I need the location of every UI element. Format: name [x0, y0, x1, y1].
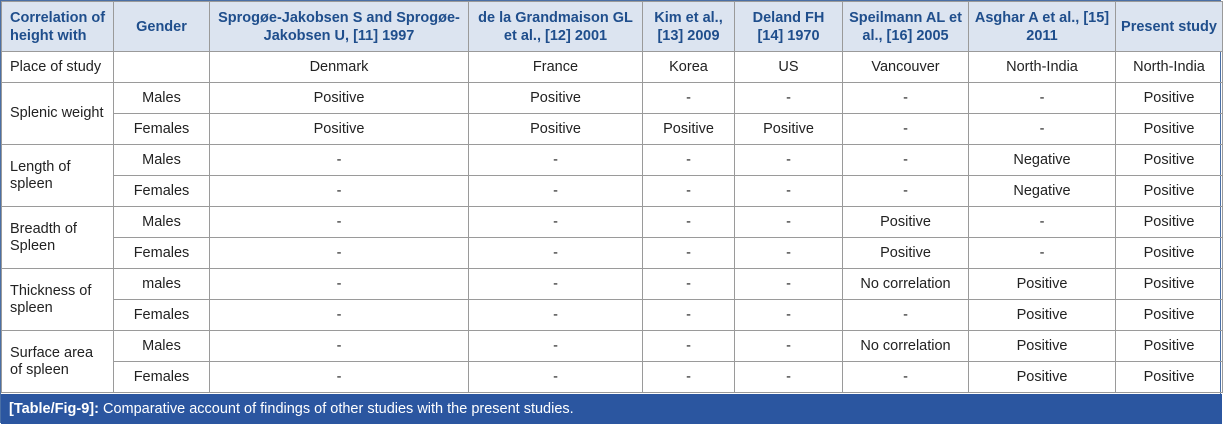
- table-row: [2, 207, 1223, 238]
- table-cell: -: [643, 83, 735, 114]
- header-row: [2, 2, 1223, 52]
- header-deland: Deland FH [14] 1970: [735, 2, 843, 52]
- table-cell: -: [210, 331, 469, 362]
- table-row: [2, 176, 1223, 207]
- table-caption: [1, 394, 1222, 424]
- row-label: Breadth of Spleen: [2, 207, 114, 269]
- table-cell: -: [735, 207, 843, 238]
- table-cell: -: [843, 300, 969, 331]
- table-cell: -: [643, 300, 735, 331]
- gender-cell: Females: [114, 114, 210, 145]
- table-cell: -: [843, 114, 969, 145]
- header-asghar: Asghar A et al., [15] 2011: [969, 2, 1116, 52]
- header-grandmaison: de la Grandmaison GL et al., [12] 2001: [469, 2, 643, 52]
- table-cell: -: [843, 145, 969, 176]
- header-speilmann: Speilmann AL et al., [16] 2005: [843, 2, 969, 52]
- table-cell: Positive: [969, 331, 1116, 362]
- table-cell: -: [735, 331, 843, 362]
- table-cell: Positive: [969, 300, 1116, 331]
- table-cell: Negative: [969, 176, 1116, 207]
- table-cell: Positive: [210, 114, 469, 145]
- table-cell: Positive: [1116, 114, 1223, 145]
- table-cell: -: [735, 176, 843, 207]
- table-row: [2, 145, 1223, 176]
- gender-cell: males: [114, 269, 210, 300]
- table-row: [2, 114, 1223, 145]
- header-gender: Gender: [114, 2, 210, 52]
- table-cell: -: [969, 238, 1116, 269]
- table-cell: -: [469, 176, 643, 207]
- table-cell: Vancouver: [843, 52, 969, 83]
- table-cell: -: [643, 269, 735, 300]
- table-cell: Positive: [1116, 331, 1223, 362]
- table-cell: -: [643, 145, 735, 176]
- table-row: [2, 331, 1223, 362]
- table-row-place-of-study: [2, 52, 1223, 83]
- table-cell: -: [643, 176, 735, 207]
- table-cell: -: [843, 83, 969, 114]
- table-cell: Denmark: [210, 52, 469, 83]
- table-cell: -: [210, 300, 469, 331]
- table-cell: -: [735, 83, 843, 114]
- table-cell: -: [843, 362, 969, 393]
- table-cell: Positive: [1116, 269, 1223, 300]
- table-cell: -: [469, 269, 643, 300]
- gender-cell: Males: [114, 83, 210, 114]
- header-sprogoe-jakobsen: Sprogøe-Jakobsen S and Sprogøe-Jakobsen U, [11] 1997: [210, 2, 469, 52]
- table-cell: -: [969, 114, 1116, 145]
- table-cell: Korea: [643, 52, 735, 83]
- table-cell: Positive: [1116, 362, 1223, 393]
- gender-cell: Females: [114, 362, 210, 393]
- table-row: [2, 238, 1223, 269]
- table-cell: Positive: [969, 362, 1116, 393]
- table-cell: -: [969, 83, 1116, 114]
- table-cell: -: [643, 362, 735, 393]
- table-cell: Positive: [843, 238, 969, 269]
- table-cell: -: [210, 238, 469, 269]
- table-cell: Positive: [969, 269, 1116, 300]
- table-cell: -: [469, 300, 643, 331]
- header-correlation: Correlation of height with: [2, 2, 114, 52]
- row-label: Length of spleen: [2, 145, 114, 207]
- header-kim: Kim et al., [13] 2009: [643, 2, 735, 52]
- gender-cell: Females: [114, 176, 210, 207]
- table-cell: -: [469, 238, 643, 269]
- row-label: Splenic weight: [2, 83, 114, 145]
- table-cell: Positive: [735, 114, 843, 145]
- gender-cell: Males: [114, 207, 210, 238]
- table-cell: Positive: [643, 114, 735, 145]
- table-cell: -: [735, 362, 843, 393]
- table-cell: -: [210, 269, 469, 300]
- table-cell: -: [210, 207, 469, 238]
- row-label: Place of study: [2, 52, 114, 83]
- table-cell: -: [210, 362, 469, 393]
- table-cell: -: [469, 207, 643, 238]
- table-cell: -: [643, 238, 735, 269]
- table-cell: -: [210, 145, 469, 176]
- table-cell: -: [735, 300, 843, 331]
- table-cell: -: [643, 331, 735, 362]
- table-cell: US: [735, 52, 843, 83]
- table-cell: Positive: [843, 207, 969, 238]
- table-cell: North-India: [1116, 52, 1223, 83]
- table-cell: -: [735, 238, 843, 269]
- table-cell: No correlation: [843, 269, 969, 300]
- table-cell: -: [469, 362, 643, 393]
- table-row: [2, 269, 1223, 300]
- table-row: [2, 300, 1223, 331]
- table-cell: -: [469, 145, 643, 176]
- table-cell: Positive: [1116, 238, 1223, 269]
- table-row: [2, 362, 1223, 393]
- row-label: Surface area of spleen: [2, 331, 114, 393]
- gender-cell: Females: [114, 300, 210, 331]
- table-cell: Positive: [1116, 83, 1223, 114]
- table-cell: -: [210, 176, 469, 207]
- caption-tag: [Table/Fig-9]:: [9, 401, 99, 417]
- gender-cell: Males: [114, 331, 210, 362]
- table-cell: -: [843, 176, 969, 207]
- caption-text: Comparative account of findings of other studies with the present studies.: [102, 401, 574, 417]
- table-cell: No correlation: [843, 331, 969, 362]
- row-label: Thickness of spleen: [2, 269, 114, 331]
- table-cell: France: [469, 52, 643, 83]
- table-cell: North-India: [969, 52, 1116, 83]
- table-cell: -: [735, 145, 843, 176]
- table-cell: -: [643, 207, 735, 238]
- comparison-table: [1, 1, 1223, 393]
- table-cell: Positive: [1116, 207, 1223, 238]
- table-cell: -: [735, 269, 843, 300]
- table-cell: Positive: [1116, 145, 1223, 176]
- gender-cell: Males: [114, 145, 210, 176]
- table-cell: [114, 52, 210, 83]
- table-cell: Positive: [469, 83, 643, 114]
- table-cell: -: [469, 331, 643, 362]
- table-row: [2, 83, 1223, 114]
- table-cell: Positive: [1116, 176, 1223, 207]
- gender-cell: Females: [114, 238, 210, 269]
- header-present-study: Present study: [1116, 2, 1223, 52]
- table-cell: Positive: [210, 83, 469, 114]
- table-cell: Positive: [469, 114, 643, 145]
- table-cell: Positive: [1116, 300, 1223, 331]
- table-cell: Negative: [969, 145, 1116, 176]
- table-cell: -: [969, 207, 1116, 238]
